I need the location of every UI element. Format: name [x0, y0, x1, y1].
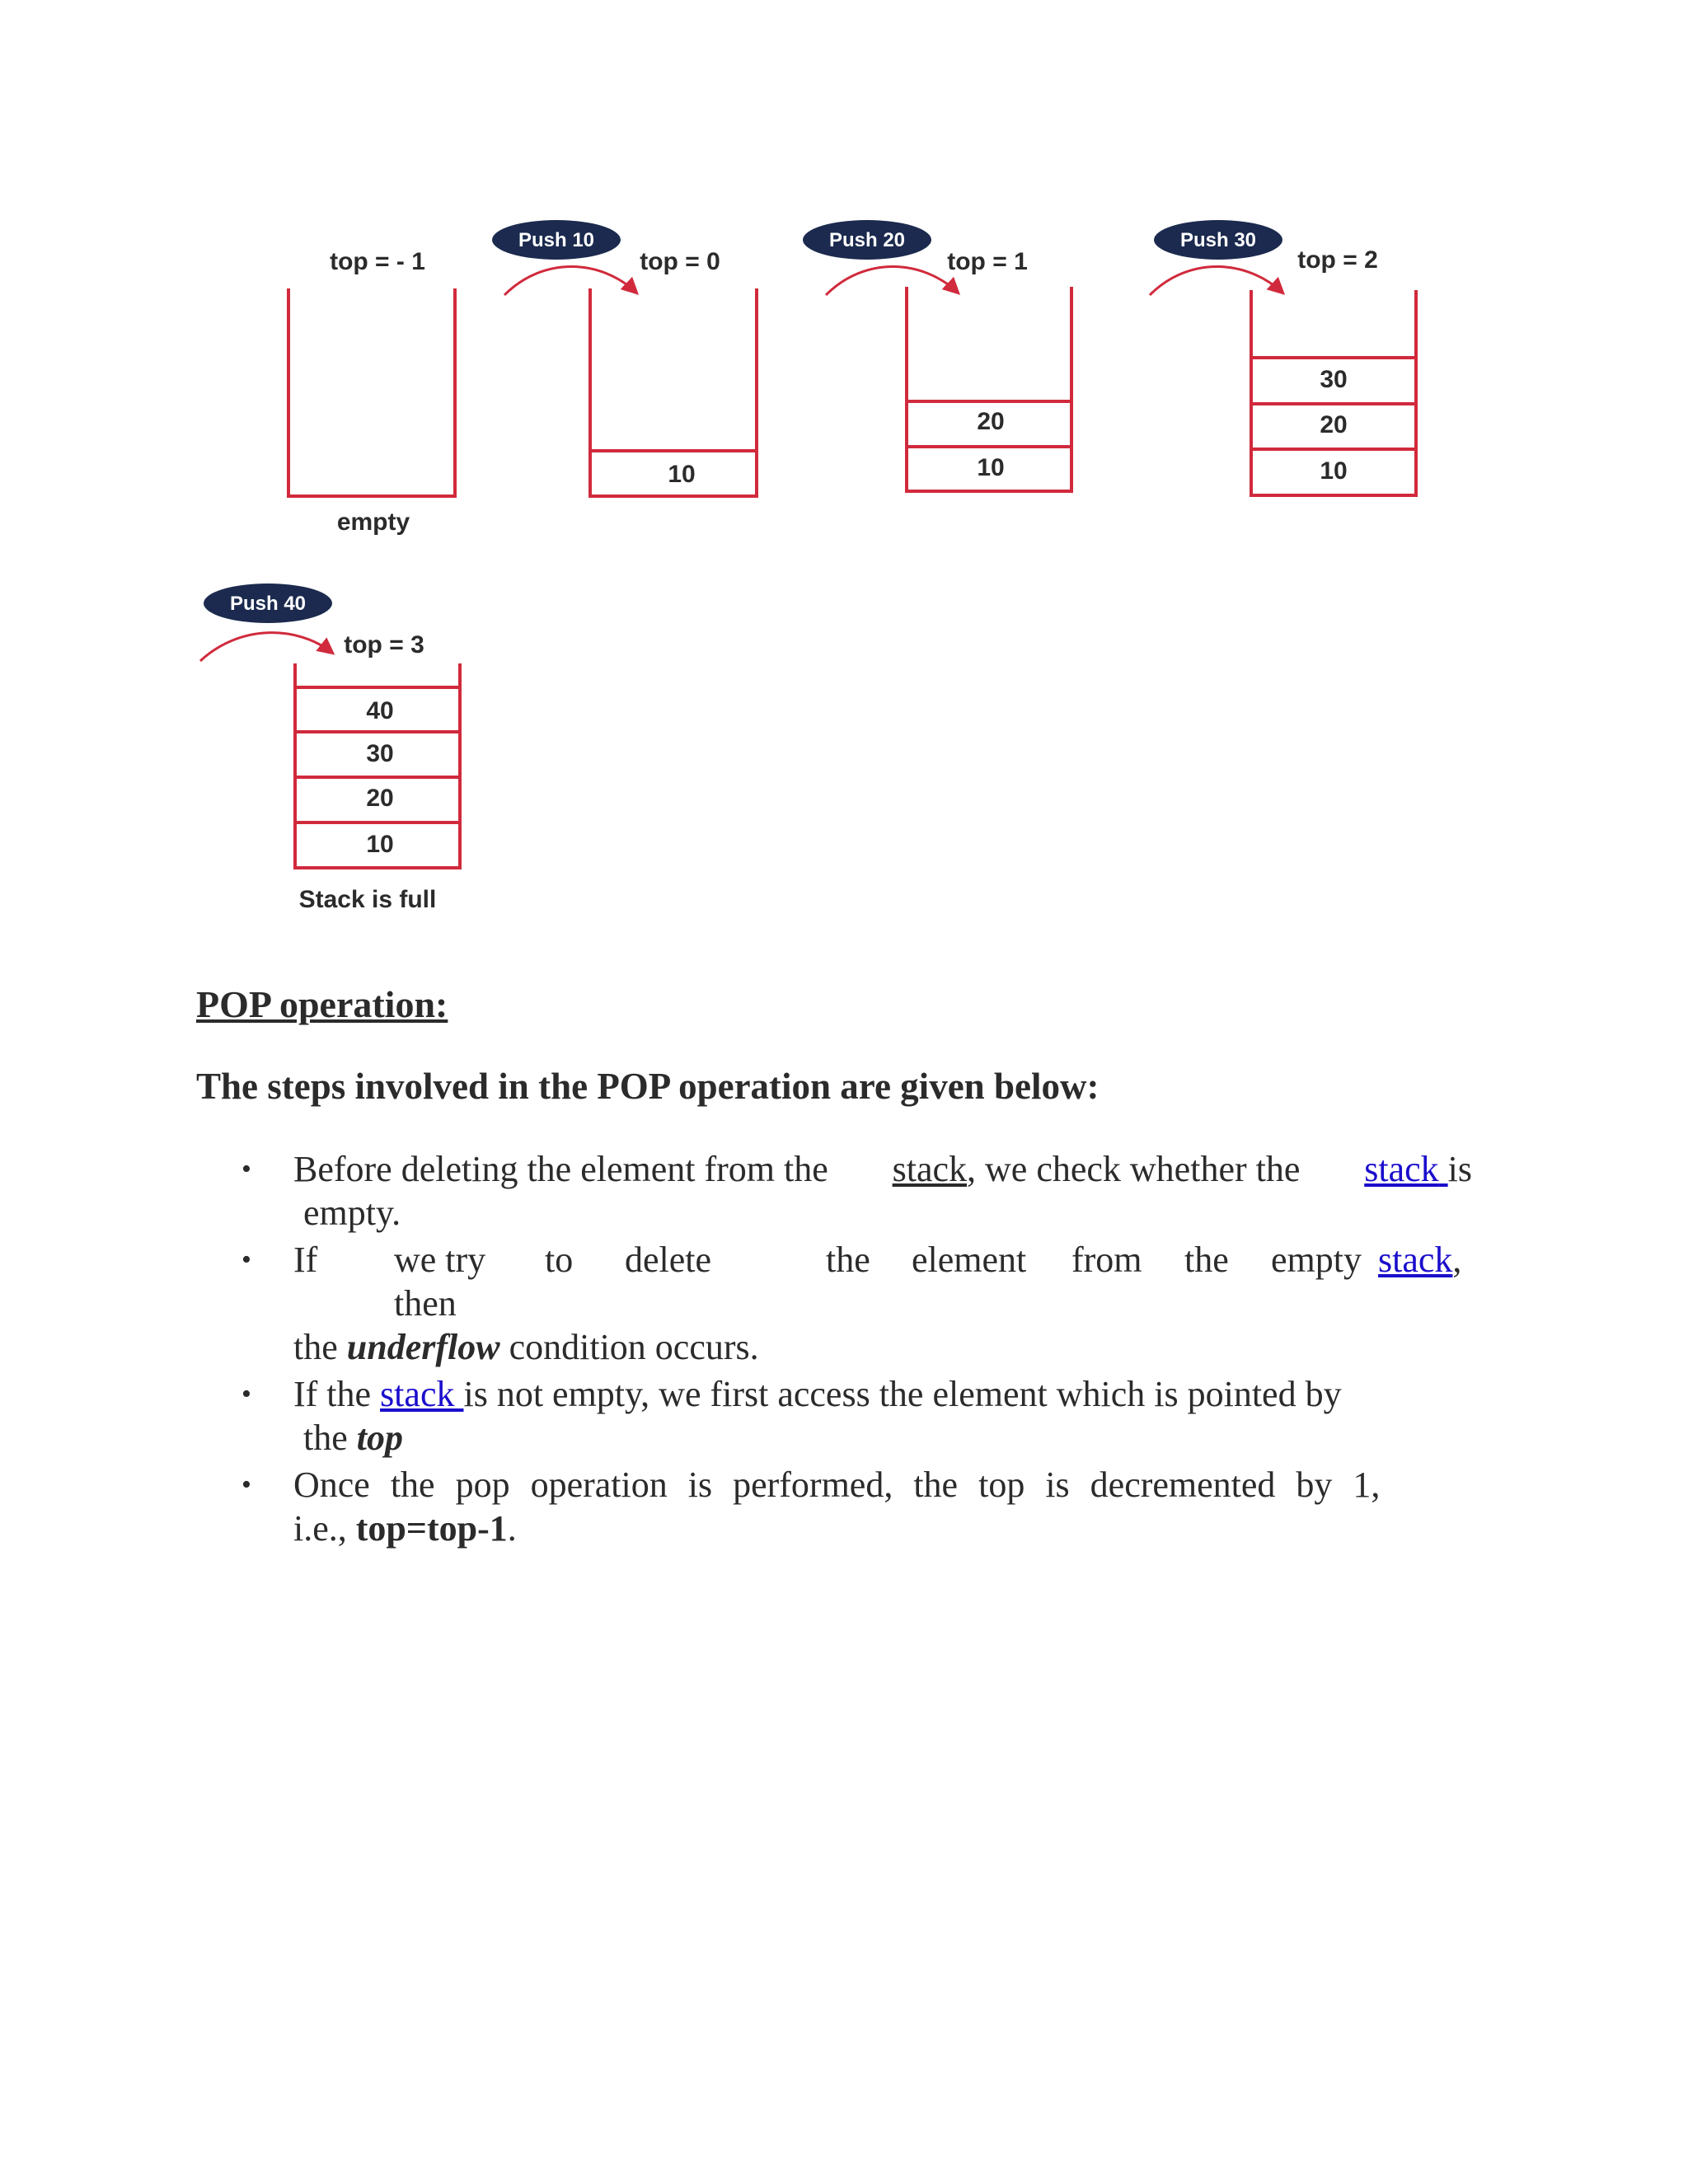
stack-cell-value: 10	[1320, 457, 1348, 485]
section-heading: POP operation:	[196, 983, 448, 1025]
stack-cell-value: 10	[366, 831, 394, 858]
stack-push-40	[200, 583, 460, 913]
text: If the	[293, 1374, 372, 1414]
text-with-link	[1364, 1147, 1472, 1191]
list-item	[196, 1147, 1472, 1235]
list-item-line	[293, 1507, 1472, 1550]
stack-push-diagram	[0, 0, 1688, 948]
list-item-line	[293, 1282, 1472, 1324]
stack-cell-value: 30	[366, 740, 394, 767]
list-item	[196, 1372, 1472, 1460]
text-with-link	[1378, 1238, 1461, 1282]
text: , we check whether the	[967, 1149, 1301, 1189]
text: condition occurs.	[509, 1327, 759, 1367]
text: is	[1447, 1149, 1472, 1189]
text: Before deleting the element from the	[293, 1149, 828, 1189]
stack-cell-value: 20	[366, 785, 394, 812]
list-item-line	[293, 1191, 1472, 1235]
stack-link[interactable]: stack	[1378, 1240, 1453, 1280]
stack-push-10	[492, 220, 757, 496]
stack-caption: empty	[336, 509, 410, 536]
stack-link[interactable]: stack	[380, 1374, 455, 1414]
top-label: top = 2	[1297, 246, 1378, 274]
stack-cell-value: 10	[977, 454, 1005, 481]
push-arrow	[1150, 266, 1282, 295]
stack-cell-value: 30	[1320, 366, 1348, 393]
text: the	[1184, 1240, 1229, 1280]
top-label: top = - 1	[330, 248, 425, 275]
text-with-link	[293, 1372, 1342, 1416]
push-badge-label: Push 10	[518, 229, 595, 251]
stack-link[interactable]: stack	[1364, 1149, 1439, 1189]
push-arrow	[200, 633, 332, 661]
text: empty.	[303, 1193, 401, 1233]
stack-cell-value: 20	[977, 408, 1005, 435]
text: the	[826, 1240, 870, 1280]
text: to	[545, 1240, 574, 1280]
list-item-line	[293, 1238, 1472, 1282]
text-with-link	[893, 1147, 1301, 1191]
stack-caption: Stack is full	[298, 886, 437, 913]
bullet: •	[241, 1154, 251, 1184]
top-label: top = 3	[344, 631, 424, 658]
text: we try	[394, 1240, 486, 1280]
text: ,	[1452, 1240, 1462, 1280]
text: the	[303, 1418, 348, 1458]
bullet: •	[241, 1469, 251, 1500]
underflow-term: underflow	[346, 1327, 500, 1367]
top-term: top	[356, 1418, 403, 1458]
text: i.e.,	[293, 1508, 347, 1549]
text: is not empty, we first access the element which is pointed by	[463, 1374, 1342, 1414]
stack-cell-value: 10	[668, 461, 696, 488]
stack-cell-value: 40	[366, 697, 394, 724]
push-badge-label: Push 20	[828, 229, 906, 251]
text: the	[293, 1327, 338, 1367]
push-arrow	[826, 266, 958, 295]
bullet: •	[241, 1379, 251, 1409]
text: .	[507, 1508, 517, 1549]
list-item	[196, 1238, 1472, 1369]
stack-link[interactable]: stack	[892, 1149, 968, 1189]
push-badge-label: Push 30	[1179, 229, 1257, 251]
text: then	[394, 1283, 457, 1324]
text: delete	[625, 1240, 712, 1280]
section-subheading: The steps involved in the POP operation are given below:	[196, 1066, 1100, 1107]
top-label: top = 1	[947, 248, 1028, 275]
top-label: top = 0	[640, 248, 720, 275]
text: from	[1071, 1240, 1142, 1280]
text: If	[293, 1240, 318, 1280]
push-arrow	[504, 266, 636, 295]
stack-push-30	[1150, 220, 1416, 495]
stack-empty	[288, 248, 455, 536]
list-item	[196, 1463, 1472, 1550]
text: element	[912, 1240, 1027, 1280]
push-badge-label: Push 40	[229, 593, 307, 615]
bullet: •	[241, 1244, 251, 1275]
list-item-line	[293, 1325, 1472, 1369]
list-item-line	[293, 1372, 1472, 1416]
list-item-line	[293, 1416, 1472, 1460]
stack-push-20	[803, 220, 1071, 491]
list-item-line	[293, 1463, 1472, 1507]
stack-container	[288, 288, 455, 496]
stack-cell-value: 20	[1320, 411, 1348, 438]
formula: top=top-1	[355, 1508, 508, 1549]
list-item-line	[293, 1147, 1472, 1191]
pop-steps-list	[196, 1147, 1472, 1550]
text: empty	[1271, 1240, 1362, 1280]
text: Once the pop operation is performed, the top is decremented by 1,	[293, 1465, 1381, 1505]
